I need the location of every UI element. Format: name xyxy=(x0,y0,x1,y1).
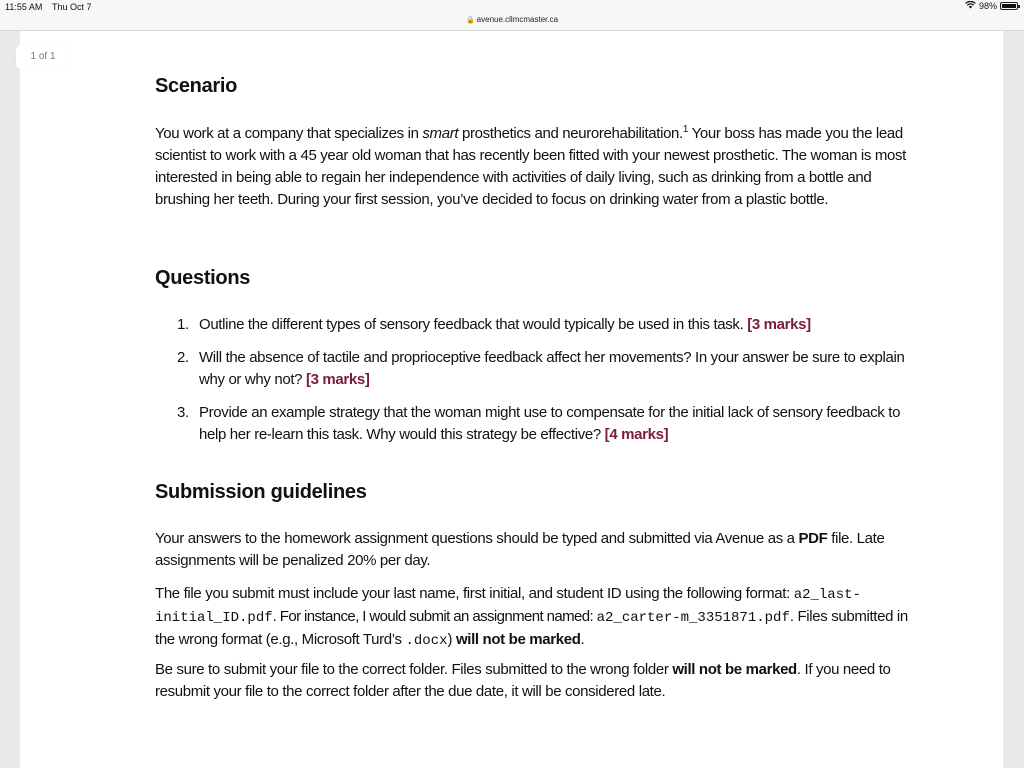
status-right xyxy=(965,1,1018,11)
status-time: 11:55 AM xyxy=(5,2,43,12)
submission-paragraph-1: Your answers to the homework assignment questions should be typed and submitted via Avenue as a PDF file. Late assignments will be penalized 20% per day. xyxy=(155,530,885,569)
scenario-heading: Scenario xyxy=(155,75,238,97)
submission-paragraph-3: Be sure to submit your file to the correct folder. Files submitted to the wrong folder will not be marked. If you need to resubmit your file to the correct folder after the due date, it will be considered late. xyxy=(155,661,891,700)
battery-percent: 98% xyxy=(978,1,997,11)
status-date: Thu Oct 7 xyxy=(52,2,92,12)
submission-paragraph-2: The file you submit must include your last name, first initial, and student ID using the following format: a2_last-initial_ID.pdf. For instance, I would submit an assignment named: a2_carter-m_3351871.pdf. Files submitted in the wrong format (e.g., Microsoft Turd’s .docx) will not be marked. xyxy=(155,585,908,649)
marks-badge: [3 marks] xyxy=(305,371,370,388)
question-item-3: 3. Provide an example strategy that the woman might use to compensate for the initial lack of sensory feedback to help her re-learn this task. Why would this strategy be effective? [4 marks] xyxy=(177,404,901,443)
page-count-indicator: 1 of 1 xyxy=(16,45,70,69)
url-text: avenue.cllmcmaster.ca xyxy=(476,15,559,24)
status-bar xyxy=(0,0,1024,14)
scenario-paragraph: You work at a company that specializes in smart prosthetics and neurorehabilitation.$^1$ Your boss has made you the lead scientist to work with a 45 year old woman that has recently been fitted with your newest prosthetic. The woman is most interested in being able to regain her independence with activities of daily living, such as drinking from a bottle and brushing her teeth. During your first session, you’ve decided to focus on drinking water from a plastic bottle. xyxy=(155,124,906,208)
questions-heading: Questions xyxy=(155,267,251,289)
question-item-1: 1. Outline the different types of sensory feedback that would typically be used in this task. [3 marks] xyxy=(177,316,811,333)
battery-icon xyxy=(1000,2,1018,10)
submission-heading: Submission guidelines xyxy=(155,481,367,503)
address-bar[interactable] xyxy=(0,14,1024,31)
marks-badge: [4 marks] xyxy=(604,426,669,443)
questions-list xyxy=(155,314,915,446)
lock-icon: 🔒 xyxy=(465,17,475,24)
wifi-icon xyxy=(965,1,976,11)
document-page xyxy=(20,31,1003,768)
marks-badge: [3 marks] xyxy=(747,316,811,333)
question-item-2: 2. Will the absence of tactile and proprioceptive feedback affect her movements? In your answer be sure to explain why or why not? [3 marks] xyxy=(177,349,905,388)
